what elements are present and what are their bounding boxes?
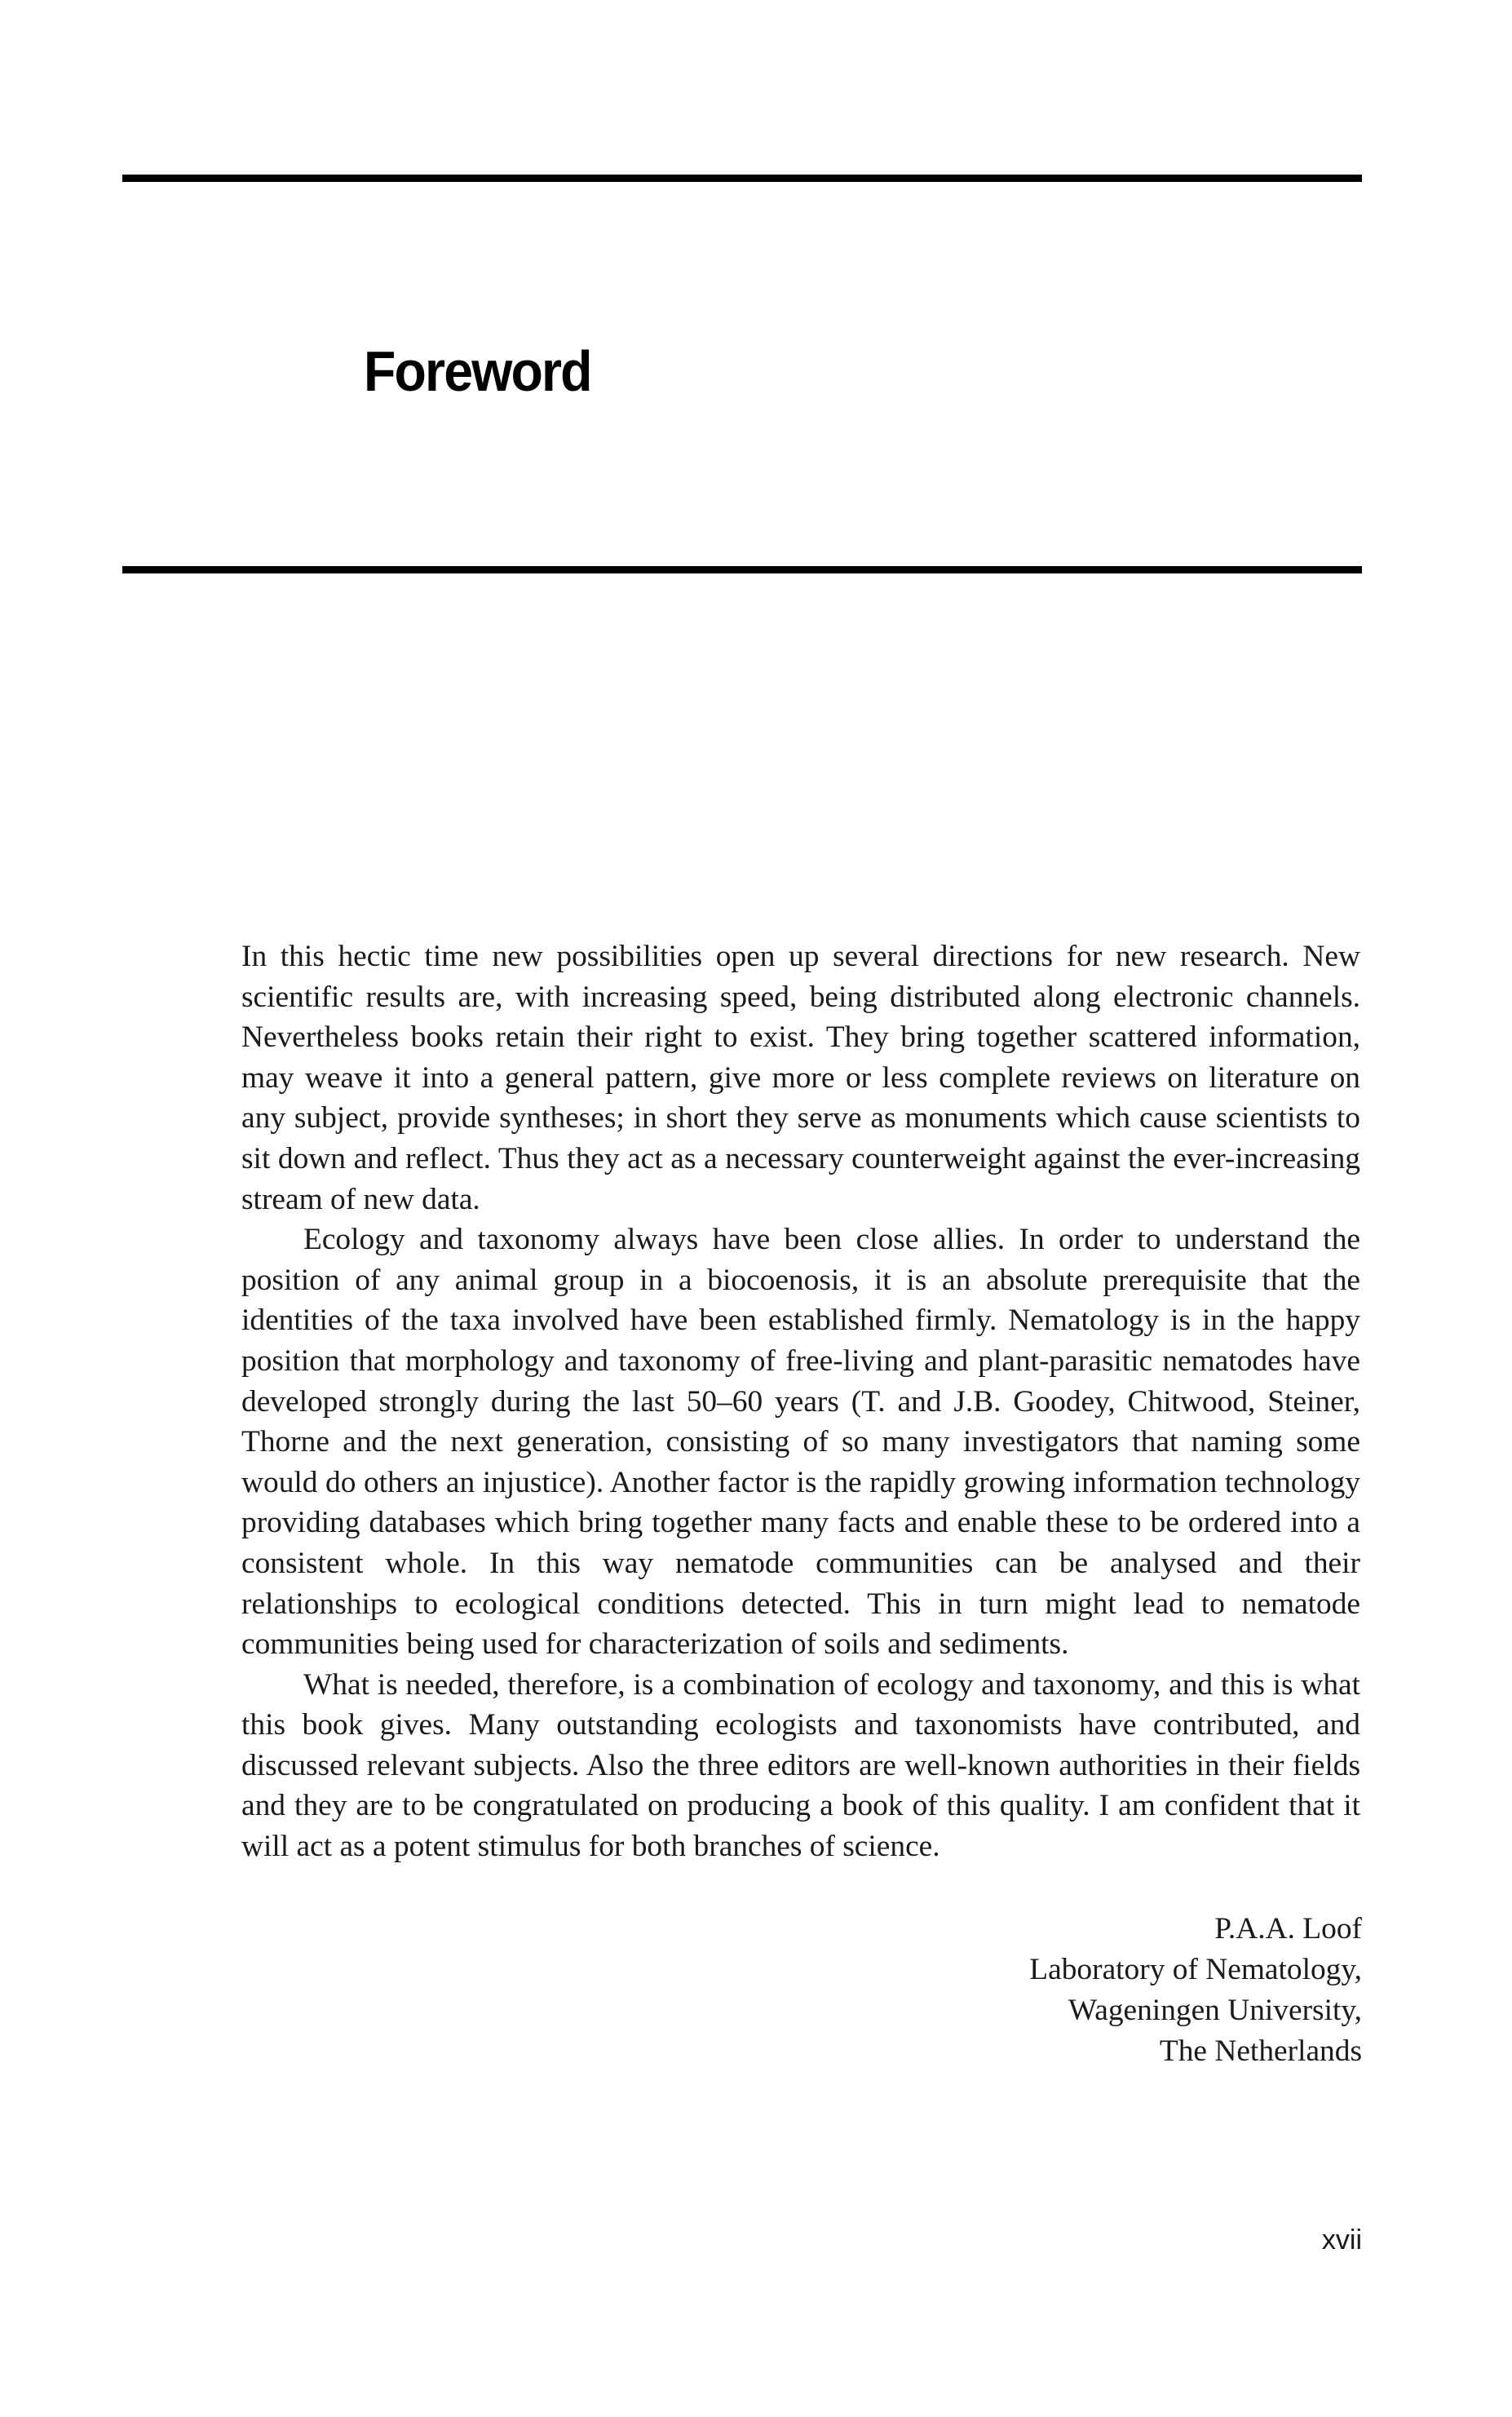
top-rule: [122, 175, 1362, 182]
affiliation-country: The Netherlands: [1159, 2034, 1362, 2068]
chapter-title: Foreword: [364, 339, 591, 403]
signature-block: [1029, 1909, 1362, 2072]
author-name: P.A.A. Loof: [1214, 1912, 1362, 1946]
foreword-body: [241, 936, 1360, 1867]
paragraph-3: What is needed, therefore, is a combination of ecology and taxonomy, and this is what this book gives. Many outstanding ecologists and taxonomists have contributed, and discussed relevant subjects. Also the three editors are well-known authorities in their fields and they are to be congratulated on producing a book of this quality. I am confident that it will act as a potent stimulus for both branches of science.: [241, 1667, 1360, 1864]
paragraph-2: Ecology and taxonomy always have been close allies. In order to understand the position of any animal group in a biocoenosis, it is an absolute prerequisite that the identities of the taxa involved have been established firmly. Nematology is in the happy position that morphology and taxonomy of free-living and plant-parasitic nematodes have developed strongly during the last 50–60 years (T. and J.B. Goodey, Chitwood, Steiner, Thorne and the next generation, consisting of so many investigators that naming some would do others an injustice). Another factor is the rapidly growing information technology providing databases which bring together many facts and enable these to be ordered into a consistent whole. In this way nematode communities can be analysed and their relationships to ecological conditions detected. This in turn might lead to nematode communities being used for characterization of soils and sediments.: [241, 1223, 1360, 1662]
paragraph-1: In this hectic time new possibilities open up several directions for new research. New scientific results are, with increasing speed, being distributed along electronic channels. Nevertheless books retain their right to exist. They bring together scattered information, may weave it into a general pattern, give more or less complete reviews on literature on any subject, provide syntheses; in short they serve as monuments which cause scientists to sit down and reflect. Thus they act as a necessary counterweight against the ever-increasing stream of new data.: [241, 940, 1360, 1216]
page-number: xvii: [1321, 2224, 1362, 2255]
affiliation-department: Laboratory of Nematology,: [1029, 1953, 1362, 1986]
bottom-rule: [122, 566, 1362, 573]
affiliation-university: Wageningen University,: [1068, 1994, 1362, 2027]
